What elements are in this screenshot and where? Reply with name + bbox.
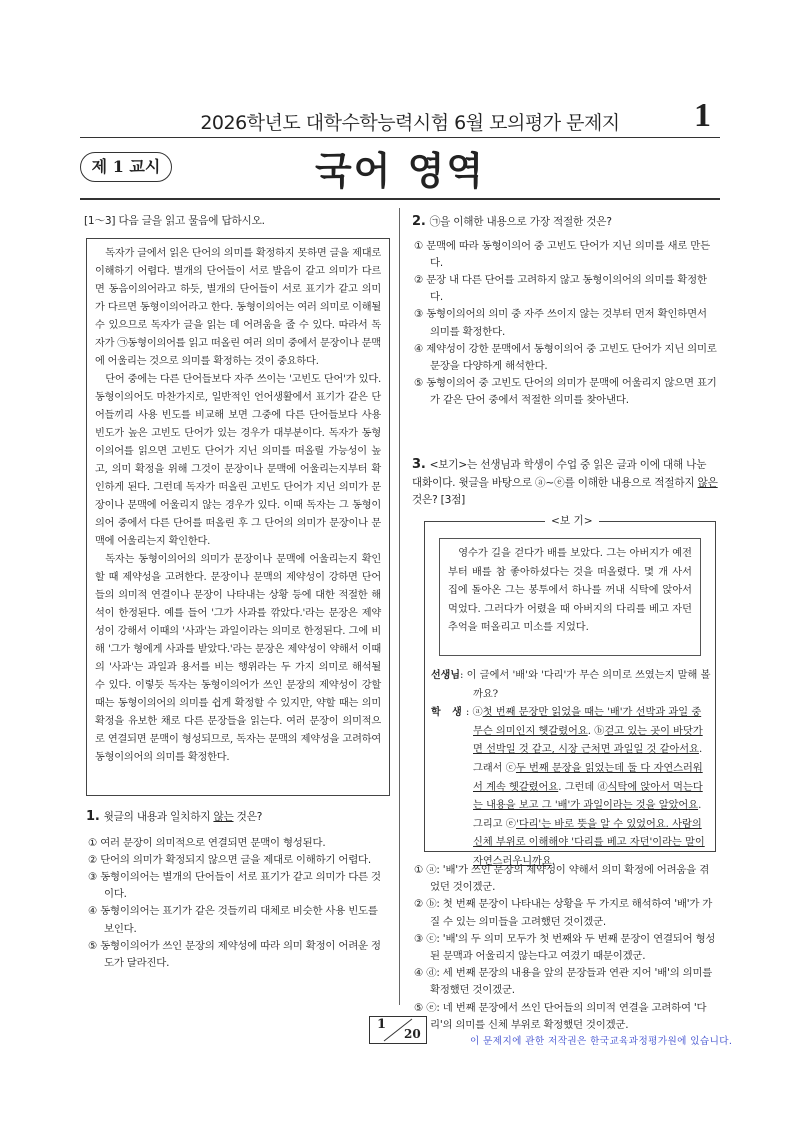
- bogi-dialog: [431, 667, 711, 872]
- answer-option[interactable]: ⑤ 동형이의어가 쓰인 문장의 제약성에 따라 의미 확정이 어려운 정도가 달라진다.: [88, 939, 381, 970]
- answer-option[interactable]: ③ ⓒ: '배'의 두 의미 모두가 첫 번째와 두 번째 문장이 연결되어 형성된 문맥과 어울리지 않는다고 여겼기 때문이겠군.: [414, 932, 716, 963]
- student-line: 학 생: ⓐ첫 번째 문장만 읽었을 때는 '배'가 선박과 과일 중 무슨 의미인지 헷갈렸어요. ⓑ걷고 있는 곳이 바닷가면 선박일 것 같고, 시장 근처면 과일일 것 같아서요. 그래서 ⓒ두 번째 문장을 읽었는데 둘 다 자연스러워서 계속 헷갈렸어요. 그런데 ⓓ식탁에 앉아서 먹는다는 내용을 보고 그 '배'가 과일이라는 것을 알았어요. 그리고 ⓔ'다리'는 바로 뜻을 알 수 있었어요. 사람의 신체 부위로 이해해야 '다리를 베고 자던'이라는 말이 자연스러우니까요.: [431, 707, 705, 867]
- answer-option[interactable]: ① 문맥에 따라 동형이의어 중 고빈도 단어가 지닌 의미를 새로 만든다.: [414, 239, 710, 269]
- answer-option[interactable]: ② 단어의 의미가 확정되지 않으면 글을 제대로 이해하기 어렵다.: [88, 853, 371, 866]
- answer-option[interactable]: ④ ⓓ: 세 번째 문장의 내용을 앞의 문장들과 연관 지어 '배'의 의미를 확정했던 것이겠군.: [414, 967, 713, 997]
- instruction: [1～3] 다음 글을 읽고 물음에 답하시오.: [84, 215, 265, 227]
- current-page: 1: [377, 1017, 387, 1032]
- exam-title: 2026학년도 대학수학능력시험 6월 모의평가 문제지: [200, 112, 620, 134]
- bogi-label: <보 기>: [545, 513, 599, 528]
- copyright-notice: 이 문제지에 관한 저작권은 한국교육과정평가원에 있습니다.: [470, 1036, 733, 1047]
- student-label: 학 생: [431, 707, 466, 719]
- total-pages: 20: [404, 1027, 421, 1041]
- passage-paragraph: 단어 중에는 다른 단어들보다 자주 쓰이는 '고빈도 단어'가 있다. 동형이의어도 마찬가지로, 일반적인 언어생활에서 표기가 같은 단어들끼리 사용 빈도를 비교해 보면 그중에 다른 단어들보다 사용 빈도가 높은 고빈도 단어가 있는 경우가 대부분이다. 독자가 동형이의어를 읽으면 고빈도 단어가 지닌 의미를 떠올릴 가능성이 높고, 의미 확정을 위해 그것이 문장이나 문맥에 어울리는지부터 확인하게 된다. 그런데 독자가 떠올린 고빈도 단어가 지닌 의미가 문장이나 문맥에 어울리지 않는 경우가 있다. 이때 독자는 그 동형이의어 중에서 다른 단어를 떠올린 후 그 단어의 의미가 문장이나 문맥에 어울리는지 확인한다.: [95, 374, 381, 547]
- answer-option[interactable]: ① 여러 문장이 의미적으로 연결되면 문맥이 형성된다.: [88, 836, 326, 849]
- answer-option[interactable]: ④ 동형이의어는 표기가 같은 것들끼리 대체로 비슷한 사용 빈도를 보인다.: [88, 905, 378, 935]
- question-3-stem: [412, 456, 718, 510]
- question-number: 2.: [412, 214, 426, 229]
- answer-option[interactable]: ③ 동형이의어의 의미 중 자주 쓰이지 않는 것부터 먼저 확인하면서 의미를 확정한다.: [414, 308, 707, 338]
- page-indicator: [369, 1016, 427, 1044]
- question-2: [412, 213, 718, 410]
- question-3-options: [412, 862, 718, 1034]
- answer-option[interactable]: ⑤ ⓔ: 네 번째 문장에서 쓰인 단어들의 의미적 연결을 고려하여 '다리'의 의미를 신체 부위로 확정했던 것이겠군.: [414, 1001, 707, 1031]
- question-stem: 2. ㉠을 이해한 내용으로 가장 적절한 것은?: [412, 214, 612, 229]
- page-number: 1: [694, 97, 711, 134]
- reading-passage: [86, 238, 390, 796]
- passage-paragraph: 독자는 동형이의어의 의미가 문장이나 문맥에 어울리는지 확인할 때 제약성을 고려한다. 문장이나 문맥의 제약성이 강하면 단어들의 의미적 연결이나 문장이 나타내는 상황 등에 대한 적절한 해석이 한정된다. 예를 들어 '그가 사과를 깎았다.'라는 문장은 제약성이 강해서 이때의 '사과'는 과일이라는 의미로 한정된다. 그에 비해 '그가 형에게 사과를 받았다.'라는 문장은 제약성이 약해서 이때의 '사과'는 과일과 용서를 비는 행위라는 두 가지 의미로 해석될 수 있다. 이렇듯 독자는 동형이의어가 쓰인 문장의 제약성이 강할 때는 동형이의어의 의미를 쉽게 확정할 수 있지만, 약할 때는 의미 확정을 유보한 채로 다른 문장들을 읽는다. 여러 문장이 의미적으로 연결되면 문맥이 형성되므로, 독자는 문맥의 제약성을 고려하여 동형이의어의 의미를 확정한다.: [95, 554, 381, 763]
- column-divider: [399, 208, 400, 1005]
- passage-paragraph: 독자가 글에서 읽은 단어의 의미를 확정하지 못하면 글을 제대로 이해하기 어렵다. 별개의 단어들이 서로 발음이 같고 의미가 다르면 동음이의어라고 하듯, 별개의 단어들이 서로 표기가 같고 의미가 다르면 동형이의어라고 한다. 동형이의어는 여러 의미로 이해될 수 있으므로 독자가 글을 읽는 데 어려움을 줄 수 있다. 따라서 독자가 ㉠동형이의어를 읽고 떠올린 여러 의미 중에서 문장이나 문맥에 어울리는 것으로 의미를 확정하는 것이 중요하다.: [95, 248, 381, 367]
- subject-divider: [80, 198, 720, 200]
- answer-option[interactable]: ③ 동형이의어는 별개의 단어들이 서로 표기가 같고 의미가 다른 것이다.: [88, 871, 381, 901]
- answer-option[interactable]: ④ 제약성이 강한 문맥에서 동형이의어 중 고빈도 단어가 지닌 의미로 문장을 다양하게 해석한다.: [414, 342, 717, 373]
- question-stem: 1. 윗글의 내용과 일치하지 않는 것은?: [86, 809, 263, 824]
- answer-option[interactable]: ⑤ 동형이의어 중 고빈도 단어의 의미가 문맥에 어울리지 않으면 표기가 같은 단어 중에서 적절한 의미를 찾아낸다.: [414, 377, 717, 407]
- session-badge: 제 1 교시: [80, 152, 172, 182]
- teacher-line: 선생님: 이 글에서 '배'와 '다리'가 무슨 의미로 쓰였는지 말해 볼까요?: [431, 670, 711, 700]
- question-number: 1.: [86, 809, 100, 824]
- teacher-label: 선생님: [431, 670, 460, 681]
- answer-option[interactable]: ② 문장 내 다른 단어를 고려하지 않고 동형이의어의 의미를 확정한다.: [414, 274, 707, 304]
- question-number: 3.: [412, 457, 426, 472]
- bogi-story: 영수가 길을 걷다가 배를 보았다. 그는 아버지가 예전부터 배를 참 좋아하셨다는 것을 떠올렸다. 몇 개 사서 집에 돌아온 그는 봉투에서 하나를 꺼내 식탁에 앉아서 먹었다. 그러다가 어렸을 때 아버지의 다리를 베고 자던 추억을 떠올리고 미소를 지었다.: [439, 538, 701, 656]
- bogi-box: [424, 515, 716, 867]
- header-divider: [80, 137, 720, 138]
- subject-title: 국어 영역: [314, 149, 486, 193]
- question-stem: 3. <보기>는 선생님과 학생이 수업 중 읽은 글과 이에 대해 나눈 대화이다. 윗글을 바탕으로 ⓐ~ⓔ를 이해한 내용으로 적절하지 않은 것은? [3점]: [412, 457, 718, 507]
- answer-option[interactable]: ① ⓐ: '배'가 쓰인 문장의 제약성이 약해서 의미 확정에 어려움을 겪었던 것이겠군.: [414, 864, 710, 894]
- question-1: [86, 808, 390, 972]
- answer-option[interactable]: ② ⓑ: 첫 번째 문장이 나타내는 상황을 두 가지로 해석하여 '배'가 가질 수 있는 의미들을 고려했던 것이겠군.: [414, 898, 713, 928]
